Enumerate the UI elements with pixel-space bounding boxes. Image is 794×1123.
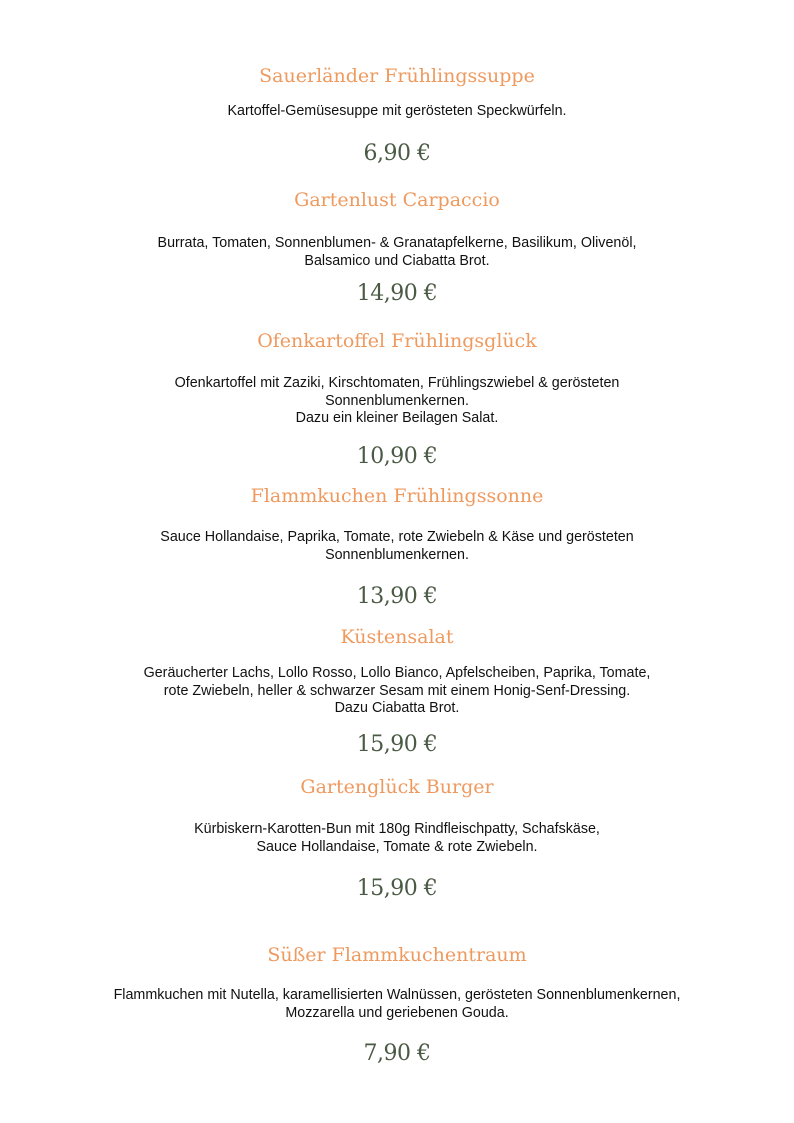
menu-item-title: Süßer Flammkuchentraum — [267, 944, 527, 966]
menu-item-title: Gartenglück Burger — [300, 776, 494, 798]
description-line: Sauce Hollandaise, Tomate & rote Zwiebeln. — [256, 838, 538, 855]
description-line: Geräucherter Lachs, Lollo Rosso, Lollo Bianco, Apfelscheiben, Paprika, Tomate, — [143, 665, 651, 681]
description-line: Dazu Ciabatta Brot. — [334, 700, 460, 716]
menu-item-description — [0, 103, 794, 121]
description-line: Kartoffel-Gemüsesuppe mit gerösteten Speckwürfeln. — [227, 103, 567, 119]
description-line: Sonnenblumenkernen. — [325, 392, 469, 409]
menu-item-description — [0, 529, 794, 564]
menu-item-title: Gartenlust Carpaccio — [294, 189, 500, 211]
menu-item-description — [0, 665, 794, 718]
menu-item-description — [0, 821, 794, 856]
menu-item-description — [0, 235, 794, 270]
description-line: Burrata, Tomaten, Sonnenblumen- & Granatapfelkerne, Basilikum, Olivenöl, — [157, 235, 637, 251]
description-line: Ofenkartoffel mit Zaziki, Kirschtomaten, Frühlingszwiebel & gerösteten — [174, 375, 620, 391]
description-line: Mozzarella und geriebenen Gouda. — [285, 1004, 509, 1021]
description-line: Sonnenblumenkernen. — [325, 546, 469, 563]
menu-item-price: 6,90 € — [363, 141, 431, 166]
description-line: Flammkuchen mit Nutella, karamellisierten Walnüssen, gerösteten Sonnenblumenkernen, — [113, 987, 681, 1003]
menu-item-price: 7,90 € — [363, 1041, 431, 1066]
menu-item-description — [0, 375, 794, 428]
menu-item-description — [0, 987, 794, 1022]
menu-item-title: Flammkuchen Frühlingssonne — [250, 485, 544, 507]
menu-item-price: 15,90 € — [356, 732, 438, 757]
menu-item-price: 13,90 € — [356, 584, 438, 609]
description-line: Balsamico und Ciabatta Brot. — [304, 252, 490, 269]
menu-item-price: 10,90 € — [356, 444, 438, 469]
description-line: rote Zwiebeln, heller & schwarzer Sesam mit einem Honig-Senf-Dressing. — [163, 682, 631, 699]
menu-item-title: Ofenkartoffel Frühlingsglück — [257, 330, 537, 352]
menu-item-price: 14,90 € — [356, 281, 438, 306]
menu-item-title: Küstensalat — [340, 626, 454, 648]
description-line: Kürbiskern-Karotten-Bun mit 180g Rindfleischpatty, Schafskäse, — [194, 821, 600, 837]
menu-item-title: Sauerländer Frühlingssuppe — [259, 65, 535, 87]
menu-item-price: 15,90 € — [356, 876, 438, 901]
description-line: Sauce Hollandaise, Paprika, Tomate, rote Zwiebeln & Käse und gerösteten — [160, 529, 634, 545]
description-line: Dazu ein kleiner Beilagen Salat. — [295, 410, 499, 426]
